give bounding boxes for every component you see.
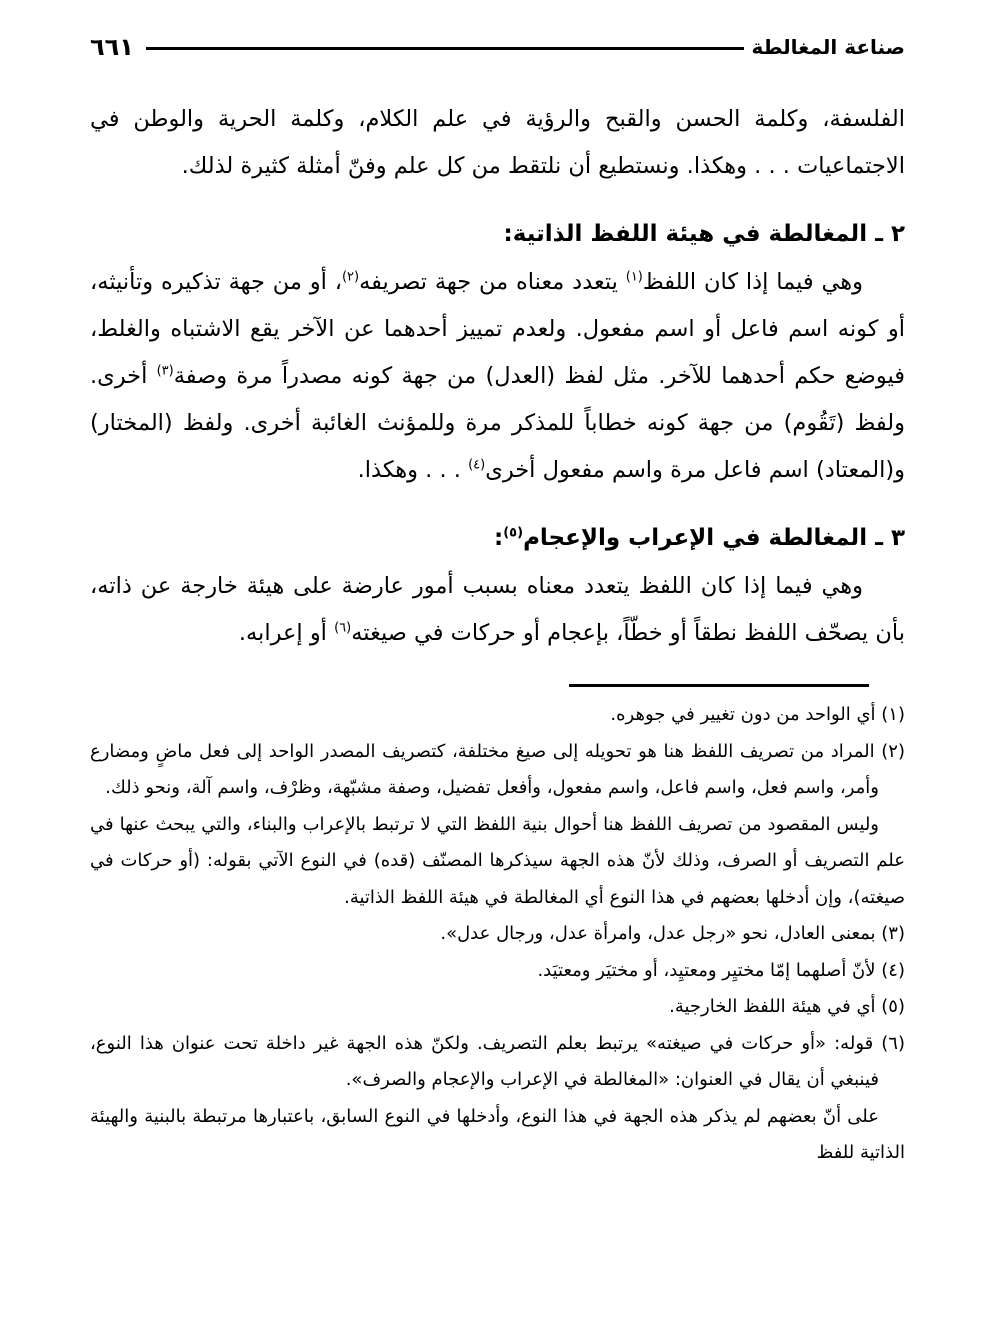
footnotes-area — [90, 684, 905, 1172]
footnote-text: (١) أي الواحد من دون تغيير في جوهره. — [610, 704, 905, 725]
footnote-text: (٢) المراد من تصريف اللفظ هنا هو تحويله إلى صيغ مختلفة، كتصريف المصدر الواحد إلى فعل ماضٍ ومضارع وأمر، واسم فعل، واسم فاعل، واسم مفعول، وأفعل تفضيل، وصفة مشبّهة، وظرْف، واسم آلة، ونحو ذلك. — [90, 740, 905, 798]
book-title: صناعة المغالطة — [751, 35, 905, 59]
footnote-ref: (٣) — [156, 363, 174, 379]
footnote-2 — [90, 734, 905, 917]
header-rule — [146, 47, 744, 50]
footnote-3 — [90, 916, 905, 953]
footnote-ref: (٤) — [468, 457, 486, 473]
footnote-text: وليس المقصود من تصريف اللفظ هنا أحوال بنية اللفظ التي لا ترتبط بالإعراب والبناء، والتي يبحث عنها في علم التصريف أو الصرف، وذلك لأنّ هذه الجهة سيذكرها المصنّف (قده) في النوع الآتي بقوله: (أو حركات في صيغته)، وإن أدخلها بعضهم في هذا النوع أي المغالطة في هيئة اللفظ الذاتية. — [90, 813, 905, 908]
section-2-paragraph: وهي فيما إذا كان اللفظ$^{(١)}$ يتعدد معناه من جهة تصريفه$^{(٢)}$، أو من جهة تذكيره وتأنيثه، أو كونه اسم فاعل أو اسم مفعول. ولعدم تمييز أحدهما عن الآخر يقع الاشتباه والغلط، فيوضع حكم أحدهما للآخر. مثل لفظ (العدل) من جهة كونه مصدراً مرة وصفة$^{(٣)}$ أخرى. ولفظ (تَقُوم) من جهة كونه خطاباً للمذكر مرة وللمؤنث الغائبة أخرى. ولفظ (المختار) و(المعتاد) اسم فاعل مرة واسم مفعول أخرى$^{(٤)}$ . . . وهكذا. — [90, 269, 905, 483]
footnote-text: (٥) أي في هيئة اللفظ الخارجية. — [669, 996, 905, 1017]
footnote-6 — [90, 1026, 905, 1172]
page-header — [90, 30, 905, 64]
section-3-heading: ٣ ـ المغالطة في الإعراب والإعجام$^{(٥)}$: — [494, 525, 905, 551]
continuation-paragraph: الفلسفة، وكلمة الحسن والقبح والرؤية في علم الكلام، وكلمة الحرية والوطن في الاجتماعيات . . . وهكذا. ونستطيع أن نلتقط من كل علم وفنّ أمثلة كثيرة لذلك. — [90, 106, 905, 179]
page-body — [90, 96, 905, 1172]
footnote-ref: (٦) — [334, 620, 352, 636]
footnote-text: (٦) قوله: «أو حركات في صيغته» يرتبط بعلم التصريف. ولكنّ هذه الجهة غير داخلة تحت عنوان هذا النوع، فينبغي أن يقال في العنوان: «المغالطة في الإعراب والإعجام والصرف». — [90, 1032, 905, 1090]
footnote-1 — [90, 697, 905, 734]
footnote-4 — [90, 953, 905, 990]
page-number: ٦٦١ — [90, 33, 134, 61]
footnote-5 — [90, 989, 905, 1026]
footnote-text: (٣) بمعنى العادل، نحو «رجل عدل، وامرأة عدل، ورجال عدل». — [440, 923, 905, 944]
section-2-heading: ٢ ـ المغالطة في هيئة اللفظ الذاتية: — [503, 221, 905, 247]
footnote-ref: (١) — [625, 269, 643, 285]
footnote-separator — [569, 684, 869, 687]
footnote-text: (٤) لأنّ أصلهما إمّا مختيِر ومعتيِد، أو مختيَر ومعتيَد. — [537, 959, 905, 981]
section-3-paragraph: وهي فيما إذا كان اللفظ يتعدد معناه بسبب أمور عارضة على هيئة خارجة عن ذاته، بأن يصحّف اللفظ نطقاً أو خطّاً، بإعجام أو حركات في صيغته$^{(٦)}$ أو إعرابه. — [90, 573, 905, 646]
footnote-ref: (٢) — [341, 269, 360, 285]
footnote-text: على أنّ بعضهم لم يذكر هذه الجهة في هذا النوع، وأدخلها في النوع السابق، باعتبارها مرتبطة بالبنية والهيئة الذاتية للفظ — [90, 1105, 905, 1163]
footnote-ref: (٥) — [503, 525, 524, 541]
